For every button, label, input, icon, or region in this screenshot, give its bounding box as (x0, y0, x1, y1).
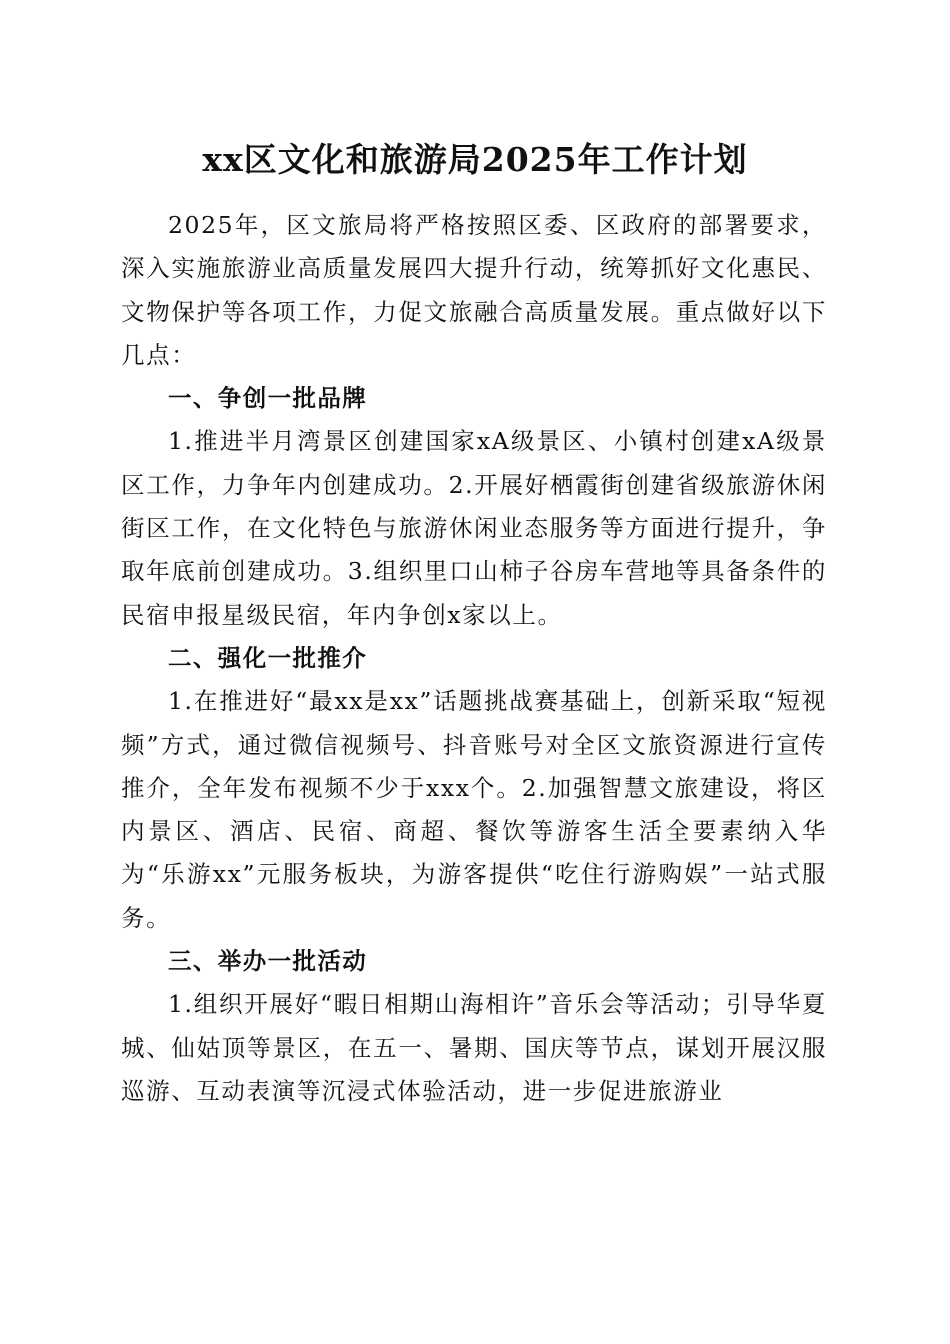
document-title: xx区文化和旅游局2025年工作计划 (202, 140, 748, 179)
intro-paragraph: 2025年，区文旅局将严格按照区委、区政府的部署要求，深入实施旅游业高质量发展四大提升行动，统筹抓好文化惠民、文物保护等各项工作，力促文旅融合高质量发展。重点做好以下几点： (121, 211, 827, 369)
section-paragraph-2: 1.在推进好“最xx是xx”话题挑战赛基础上，创新采取“短视频”方式，通过微信视频号、抖音账号对全区文旅资源进行宣传推介，全年发布视频不少于xxx个。2.加强智慧文旅建设，将区内景区、酒店、民宿、商超、餐饮等游客生活全要素纳入华为“乐游xx”元服务板块，为游客提供“吃住行游购娱”一站式服务。 (121, 687, 827, 932)
section-heading-1: 一、争创一批品牌 (168, 384, 368, 413)
section-heading-3: 三、举办一批活动 (168, 947, 368, 976)
document-body (121, 204, 827, 1113)
section-heading-2: 二、强化一批推介 (168, 643, 368, 672)
section-paragraph-3: 1.组织开展好“暇日相期山海相许”音乐会等活动；引导华夏城、仙姑顶等景区，在五一、暑期、国庆等节点，谋划开展汉服巡游、互动表演等沉浸式体验活动，进一步促进旅游业 (121, 990, 827, 1105)
section-paragraph-1: 1.推进半月湾景区创建国家xA级景区、小镇村创建xA级景区工作，力争年内创建成功。2.开展好栖霞街创建省级旅游休闲街区工作，在文化特色与旅游休闲业态服务等方面进行提升，争取年底前创建成功。3.组织里口山柿子谷房车营地等具备条件的民宿申报星级民宿，年内争创x家以上。 (121, 427, 827, 629)
